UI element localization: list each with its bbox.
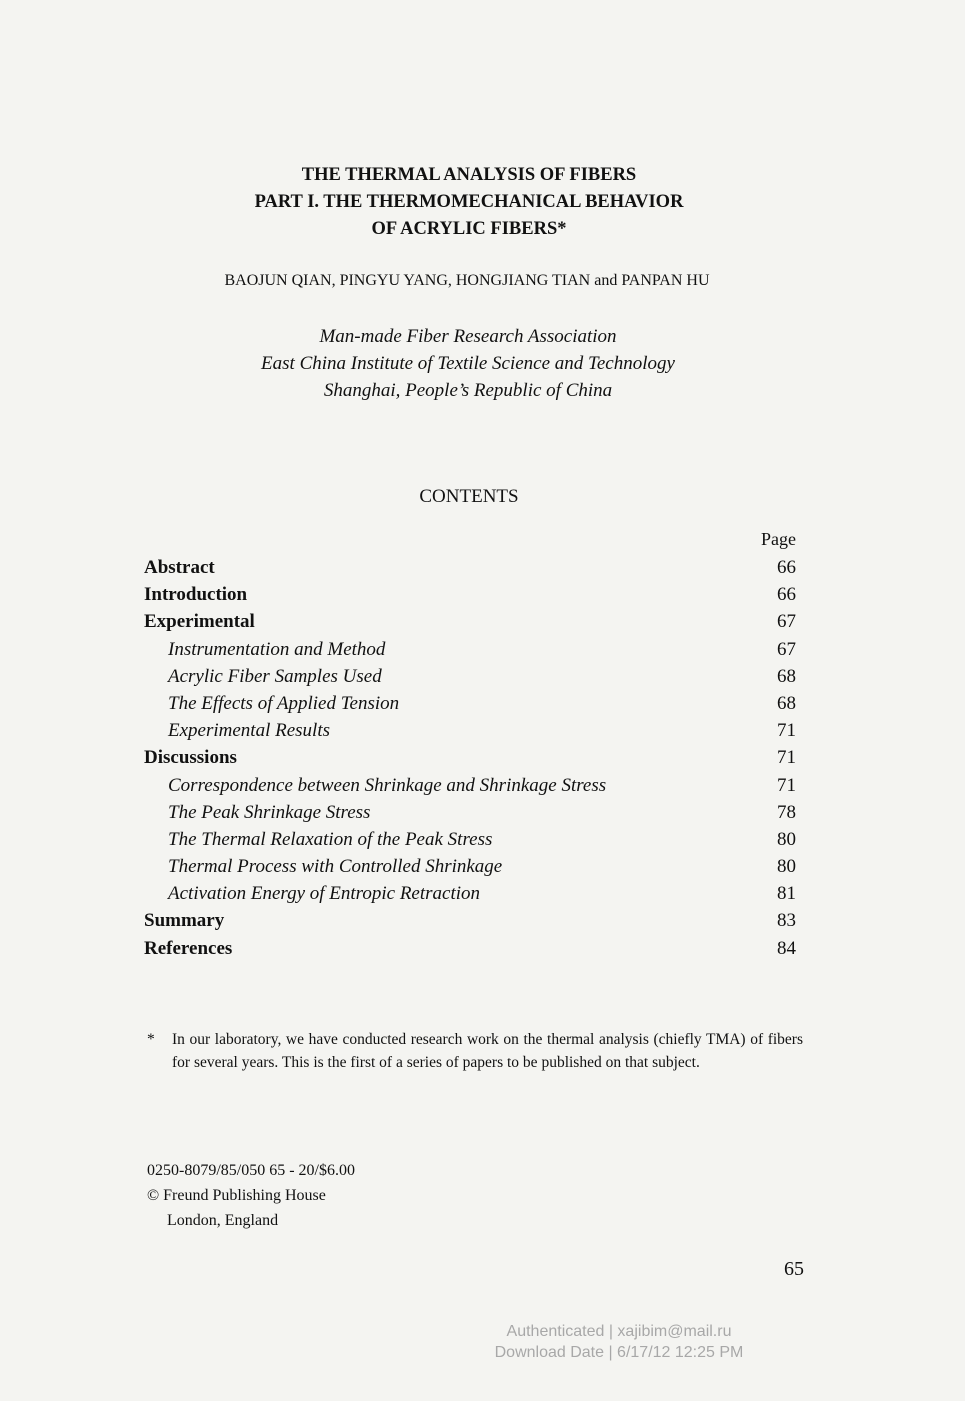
toc-subentry <box>144 690 796 717</box>
toc-entry <box>144 744 796 771</box>
title-line-1: THE THERMAL ANALYSIS OF FIBERS <box>301 165 637 185</box>
toc-subentry <box>144 853 796 880</box>
copyright-line: © Freund Publishing House <box>147 1187 326 1204</box>
toc-entry-label: Instrumentation and Method <box>168 638 386 660</box>
toc-entry-label: Abstract <box>144 557 215 578</box>
affiliation <box>0 323 936 404</box>
toc-entry-label: Activation Energy of Entropic Retraction <box>168 883 481 905</box>
toc-entry-page: 83 <box>777 910 796 932</box>
toc-entry-page: 71 <box>777 747 796 769</box>
toc-entry-page: 71 <box>777 774 796 796</box>
footnote-text: In our laboratory, we have conducted research work on the thermal analysis (chiefly TMA) of fibers for several years. This is the first of a series of papers to be published on that subject. <box>172 1031 803 1071</box>
page-number: 65 <box>784 1258 804 1280</box>
toc-entry-label: Experimental <box>144 611 255 633</box>
contents-heading: CONTENTS <box>419 486 519 507</box>
toc-entry-label: The Effects of Applied Tension <box>168 692 400 714</box>
table-of-contents <box>144 554 796 962</box>
toc-entry-page: 80 <box>777 856 796 878</box>
publication-code: 0250-8079/85/050 65 - 20/$6.00 <box>147 1162 355 1179</box>
toc-entry-page: 67 <box>777 611 796 633</box>
toc-entry-page: 66 <box>777 557 796 578</box>
affiliation-line-2: East China Institute of Textile Science and Technology <box>261 353 675 374</box>
toc-subentry <box>144 663 796 690</box>
toc-entry <box>144 581 796 608</box>
toc-entry-label: The Thermal Relaxation of the Peak Stress <box>168 828 493 850</box>
toc-entry-page: 80 <box>777 828 796 850</box>
toc-entry-page: 68 <box>777 665 796 687</box>
toc-subentry <box>144 880 796 907</box>
watermark-line-1: Authenticated | xajibim@mail.ru <box>506 1323 732 1340</box>
toc-entry-label: The Peak Shrinkage Stress <box>168 801 371 823</box>
footnote-marker: * <box>147 1031 155 1048</box>
toc-entry-page: 68 <box>777 692 796 714</box>
author-list: BAOJUN QIAN, PINGYU YANG, HONGJIANG TIAN and PANPAN HU <box>224 272 710 289</box>
page-column-label: Page <box>761 529 796 549</box>
toc-entry-page: 71 <box>777 720 796 742</box>
toc-entry-label: Discussions <box>144 747 237 769</box>
toc-entry-label: Thermal Process with Controlled Shrinkage <box>168 856 503 878</box>
toc-entry-page: 81 <box>777 883 796 905</box>
toc-entry-label: References <box>144 937 233 959</box>
toc-subentry <box>144 717 796 744</box>
publisher-location: London, England <box>167 1212 279 1229</box>
toc-entry-page: 67 <box>777 638 796 660</box>
toc-entry-label: Summary <box>144 910 225 932</box>
toc-subentry <box>144 826 796 853</box>
toc-entry-label: Experimental Results <box>168 720 330 742</box>
toc-entry-page: 66 <box>777 584 796 606</box>
toc-subentry <box>144 772 796 799</box>
toc-entry <box>144 907 796 934</box>
toc-subentry <box>144 799 796 826</box>
toc-entry-page: 78 <box>777 801 796 823</box>
toc-entry-page: 84 <box>777 937 796 959</box>
paper-title <box>0 162 938 243</box>
toc-entry <box>144 935 796 962</box>
affiliation-line-1: Man-made Fiber Research Association <box>319 326 617 347</box>
watermark-line-2: Download Date | 6/17/12 12:25 PM <box>494 1344 744 1361</box>
toc-entry-label: Acrylic Fiber Samples Used <box>168 665 382 687</box>
download-watermark <box>430 1321 808 1363</box>
toc-entry <box>144 608 796 635</box>
publication-info <box>147 1158 355 1233</box>
toc-subentry <box>144 636 796 663</box>
toc-entry-label: Correspondence between Shrinkage and Shrinkage Stress <box>168 774 607 796</box>
footnote <box>147 1028 803 1074</box>
affiliation-line-3: Shanghai, People’s Republic of China <box>323 380 613 401</box>
title-line-2: PART I. THE THERMOMECHANICAL BEHAVIOR <box>254 192 684 212</box>
toc-entry <box>144 554 796 581</box>
title-line-3: OF ACRYLIC FIBERS* <box>371 219 567 239</box>
toc-entry-label: Introduction <box>144 584 248 606</box>
